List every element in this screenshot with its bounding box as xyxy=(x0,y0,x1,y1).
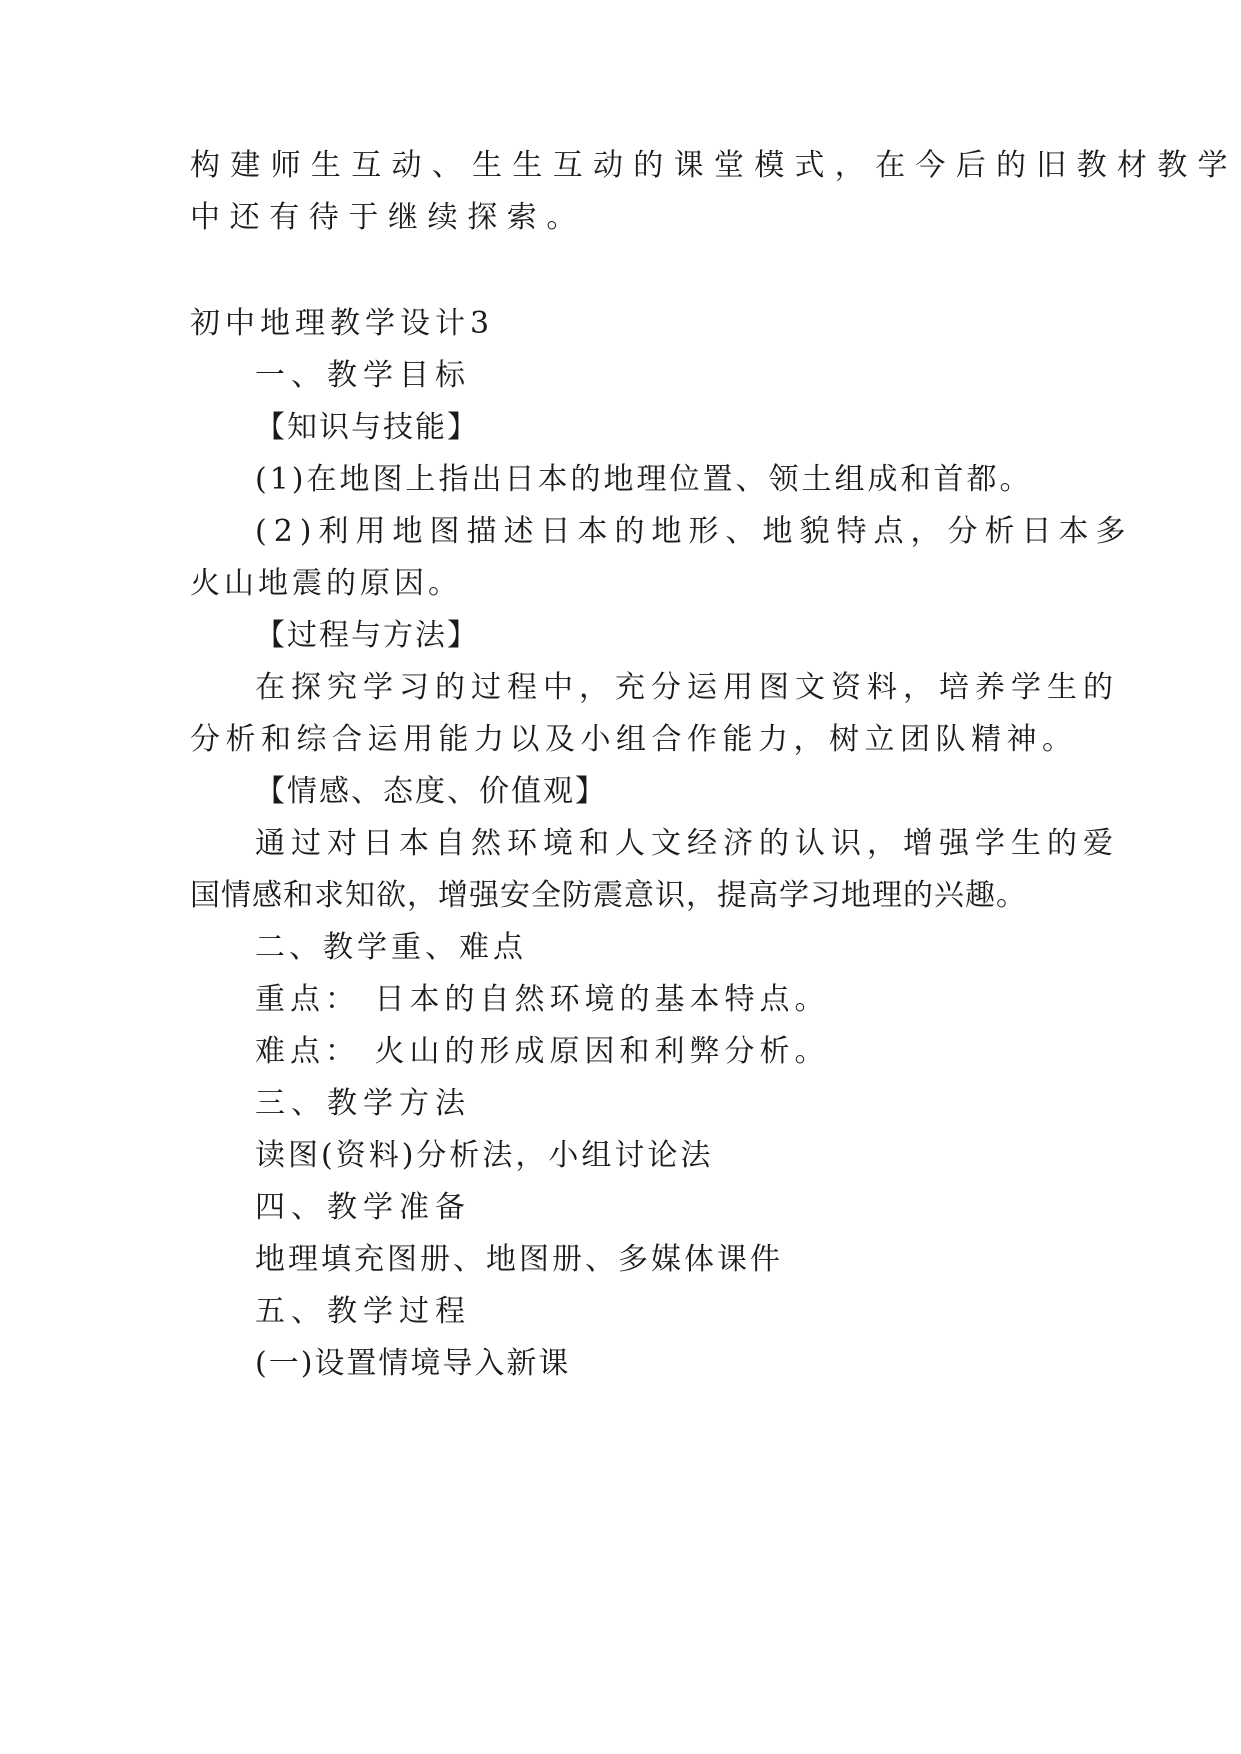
paragraph-line: 中还有待于继续探索。 xyxy=(190,200,586,235)
objective-item-continued: 火山地震的原因。 xyxy=(190,566,462,601)
subheading-emotion-values: 【情感、态度、价值观】 xyxy=(255,774,607,809)
heading-teaching-preparation: 四、教学准备 xyxy=(255,1190,471,1225)
heading-teaching-methods: 三、教学方法 xyxy=(255,1086,471,1121)
subheading-knowledge-skills: 【知识与技能】 xyxy=(255,410,479,445)
heading-teaching-process: 五、教学过程 xyxy=(255,1294,471,1329)
objective-item: (2)利用地图描述日本的地形、地貌特点，分析日本多 xyxy=(255,514,1133,549)
paragraph-line: 国情感和求知欲，增强安全防震意识，提高学习地理的兴趣。 xyxy=(190,878,1027,913)
paragraph-line: 在探究学习的过程中，充分运用图文资料，培养学生的 xyxy=(255,670,1119,705)
teaching-method: 读图(资料)分析法，小组讨论法 xyxy=(255,1138,714,1173)
heading-teaching-objectives: 一、教学目标 xyxy=(255,358,471,393)
teaching-preparation: 地理填充图册、地图册、多媒体课件 xyxy=(255,1242,783,1277)
paragraph-line: 构建师生互动、生生互动的课堂模式，在今后的旧教材教学 xyxy=(190,148,1238,183)
difficult-point: 难点： 火山的形成原因和利弊分析。 xyxy=(255,1034,830,1069)
key-point: 重点： 日本的自然环境的基本特点。 xyxy=(255,982,830,1017)
process-step: (一)设置情境导入新课 xyxy=(255,1346,571,1381)
objective-item: (1)在地图上指出日本的地理位置、领土组成和首都。 xyxy=(255,462,1033,497)
heading-key-points: 二、教学重、难点 xyxy=(255,930,527,965)
section-title: 初中地理教学设计3 xyxy=(190,306,495,341)
subheading-process-methods: 【过程与方法】 xyxy=(255,618,479,653)
paragraph-line: 分析和综合运用能力以及小组合作能力，树立团队精神。 xyxy=(190,722,1078,757)
paragraph-line: 通过对日本自然环境和人文经济的认识，增强学生的爱 xyxy=(255,826,1119,861)
